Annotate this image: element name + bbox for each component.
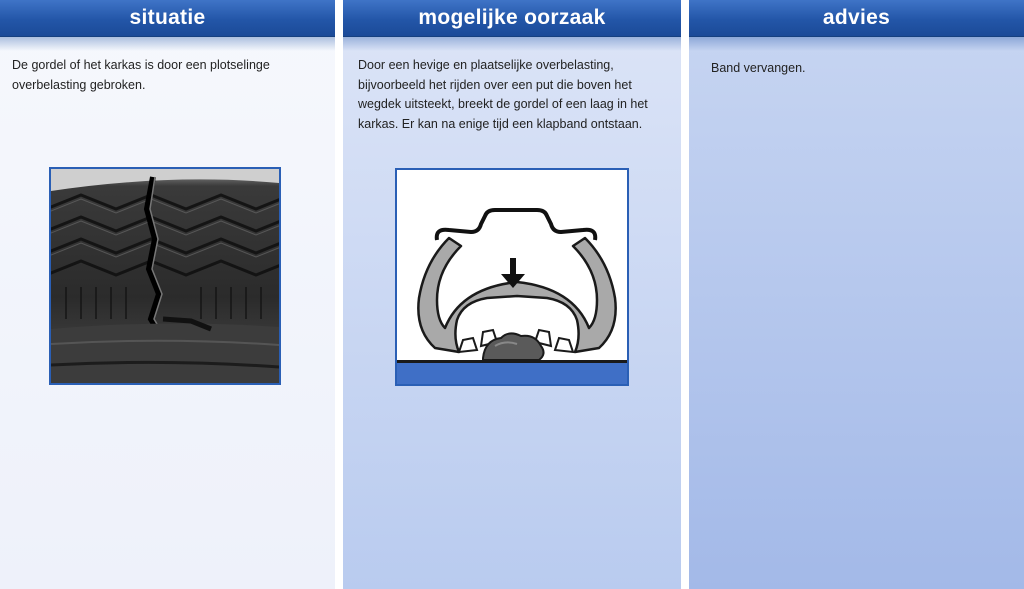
column-cause — [343, 0, 681, 589]
advice-header: advies — [689, 0, 1024, 37]
rim-icon — [437, 210, 596, 240]
situation-header: situatie — [0, 0, 335, 37]
column-advice — [689, 0, 1024, 589]
cause-text: Door een hevige en plaatselijke overbelasting, bijvoorbeeld het rijden over een put die boven het wegdek uitsteekt, breekt de gordel of een laag in het karkas. Er kan na enige tijd een klapband ontstaan. — [358, 58, 648, 131]
tire-cross-section-diagram — [395, 168, 629, 386]
column-situation — [0, 0, 335, 589]
advice-text: Band vervangen. — [711, 61, 806, 75]
situation-text: De gordel of het karkas is door een plotselinge overbelasting gebroken. — [12, 58, 270, 92]
damaged-tire-photo — [49, 167, 281, 385]
tire-tread-icon — [51, 169, 279, 383]
cause-header: mogelijke oorzaak — [343, 0, 681, 37]
